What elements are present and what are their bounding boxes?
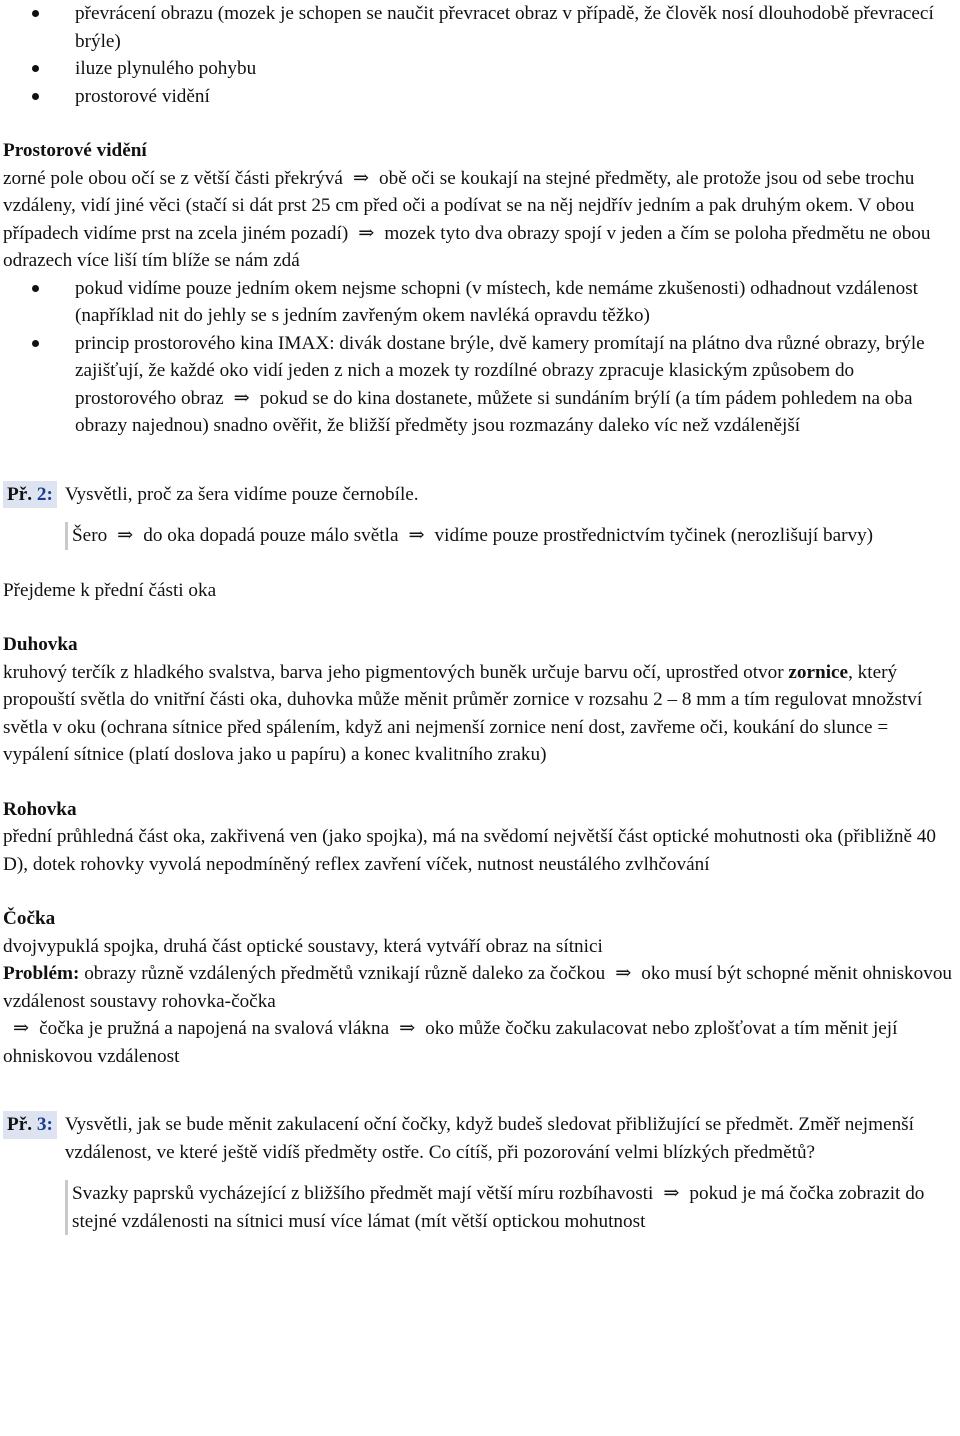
list-item: převrácení obrazu (mozek je schopen se naučit převracet obraz v případě, že člověk nosí dlouhodobě převracecí brýle)	[3, 0, 957, 55]
imax-text-1: princip prostorového kina IMAX: divák dostane brýle, dvě kamery promítají na plátno dva různé obrazy, brýle zajišťují, že každé oko vidí jeden z nich a mozek ty rozdílné obrazy zpracuje klasickým způsobem do prostorového obraz	[75, 332, 925, 409]
cocka-consequence: ⇒ čočka je pružná a napojená na svalová vlákna ⇒ oko může čočku zakulacovat nebo zplošťovat a tím měnit její ohniskovou vzdálenost	[3, 1015, 957, 1070]
top-bullet-list	[3, 0, 957, 110]
prostorove-text-3: mozek tyto dva obrazy spojí v jeden a čím se poloha předmětu ne obou odrazech více liší tím blíže se nám zdá	[3, 222, 931, 271]
section-heading-cocka: Čočka	[3, 908, 56, 929]
cocka-paragraph: dvojvypuklá spojka, druhá část optické soustavy, která vytváří obraz na sítnici	[3, 935, 603, 957]
example-3-label: Př. 3:	[3, 1111, 57, 1139]
example-3-answer: Svazky paprsků vycházející z bližšího předmět mají větší míru rozbíhavosti ⇒ pokud je má čočka zobrazit do stejné vzdálenosti na sítnici musí více lámat (mít větší optickou mohutnost	[65, 1180, 957, 1235]
section-heading-duhovka: Duhovka	[3, 634, 78, 655]
example-2-question: Vysvětli, proč za šera vidíme pouze černobíle.	[64, 483, 419, 505]
list-item: prostorové vidění	[3, 83, 957, 111]
prostorove-text-2: obě oči se koukají na stejné předměty, ale protože jsou od sebe trochu vzdáleny, vidí jiné věci (stačí si dát prst 25 cm před oči a podívat se na něj nejdřív jedním a pak druhým okem. V obou případech vidíme prst na zcela jiném pozadí)	[3, 167, 915, 244]
implies-arrow-icon: ⇒	[233, 387, 250, 409]
document-page	[3, 0, 957, 1235]
imax-text-2: pokud se do kina dostanete, můžete si sundáním brýlí (a tím pádem pohledem na oba obrazy najednou) snadno ověřit, že bližší předměty jsou rozmazány daleko víc než vzdálenější	[75, 387, 913, 436]
implies-arrow-icon: ⇒	[615, 963, 632, 984]
problem-label: Problém:	[3, 963, 80, 984]
example-2	[3, 481, 957, 509]
implies-arrow-icon: ⇒	[13, 1018, 30, 1039]
example-3-question: Vysvětli, jak se bude měnit zakulacení oční čočky, když budeš sledovat přibližující se předmět. Změř nejmenší vzdálenost, ve které ještě vidíš předměty ostře. Co cítíš, při pozorování velmi blízkých předmětů?	[64, 1114, 914, 1163]
list-item	[3, 330, 957, 440]
transition-text: Přejdeme k přední části oka	[3, 579, 217, 601]
implies-arrow-icon: ⇒	[358, 222, 375, 244]
implies-arrow-icon: ⇒	[352, 167, 370, 189]
list-item: iluze plynulého pohybu	[3, 55, 957, 83]
list-item: pokud vidíme pouze jedním okem nejsme schopni (v místech, kde nemáme zkušenosti) odhadnout vzdálenost (například nit do jehly se s jedním zavřeným okem navléká opravdu těžko)	[3, 275, 957, 330]
implies-arrow-icon: ⇒	[408, 525, 425, 546]
implies-arrow-icon: ⇒	[117, 525, 134, 546]
implies-arrow-icon: ⇒	[399, 1018, 416, 1039]
prostorove-paragraph	[3, 165, 957, 275]
implies-arrow-icon: ⇒	[663, 1183, 680, 1204]
section-heading-prostorove: Prostorové vidění	[3, 140, 147, 161]
example-2-label: Př. 2:	[3, 481, 57, 509]
section-heading-rohovka: Rohovka	[3, 798, 77, 820]
example-2-answer: Šero ⇒ do oka dopadá pouze málo světla ⇒ vidíme pouze prostřednictvím tyčinek (nerozlišují barvy)	[65, 522, 957, 550]
term-zornice: zornice	[788, 661, 849, 683]
cocka-problem: Problém: obrazy různě vzdálených předmětů vznikají různě daleko za čočkou ⇒ oko musí být schopné měnit ohniskovou vzdálenost soustavy rohovka-čočka	[3, 960, 957, 1015]
duhovka-paragraph: kruhový terčík z hladkého svalstva, barva jeho pigmentových buněk určuje barvu očí, uprostřed otvor zornice, který propouští světla do vnitřní části oka, duhovka může měnit průměr zornice v rozsahu 2 – 8 mm a tím regulovat množství světla v oku (ochrana sítnice před spálením, když ani nejmenší zornice není dost, zavřeme oči, koukání do slunce = vypálení sítnice (platí doslova jako u papíru) a konec kvalitního zraku)	[3, 661, 923, 765]
rohovka-paragraph: přední průhledná část oka, zakřivená ven (jako spojka), má na svědomí největší část optické mohutnosti oka (přibližně 40 D), dotek rohovky vyvolá nepodmíněný reflex zavření víček, nutnost neustálého zvlhčování	[3, 826, 936, 875]
example-3	[3, 1111, 957, 1166]
prostorove-bullet-list	[3, 275, 957, 440]
prostorove-text-1: zorné pole obou očí se z větší části překrývá	[3, 167, 343, 189]
